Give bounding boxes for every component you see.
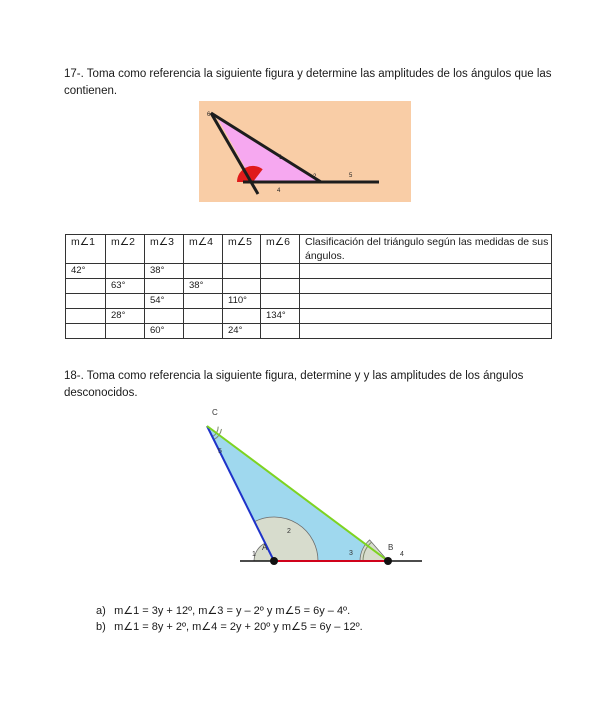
table-row <box>66 294 552 309</box>
figure-2-label-2: 2 <box>287 528 291 535</box>
table-cell <box>66 324 106 339</box>
figure-2-label-b: B <box>388 543 394 552</box>
question-18-text: 18-. Toma como referencia la siguiente figura, determine y y las amplitudes de los ángulos desconocidos. <box>64 370 524 399</box>
table-cell <box>223 279 261 294</box>
figure-1-background <box>199 101 411 202</box>
table-cell <box>184 264 223 279</box>
figure-2-label-c: C <box>212 408 218 417</box>
header-m3: m∠3 <box>145 235 184 264</box>
option-a-text: m∠1 = 3y + 12º, m∠3 = y – 2º y m∠5 = 6y – 4º. <box>114 605 351 617</box>
option-b <box>96 620 363 633</box>
table-cell <box>261 294 300 309</box>
triangle-figure-1 <box>199 101 411 202</box>
triangle-figure-2 <box>190 402 426 572</box>
header-m2: m∠2 <box>106 235 145 264</box>
table-cell: 134° <box>261 309 300 324</box>
option-a-letter: a) <box>96 605 106 617</box>
header-m6: m∠6 <box>261 235 300 264</box>
table-cell <box>184 294 223 309</box>
table-cell <box>300 264 552 279</box>
table-cell <box>66 294 106 309</box>
table-cell: 42° <box>66 264 106 279</box>
figure-2-label-a: A <box>262 543 268 552</box>
figure-1-label-1: 1 <box>279 155 283 161</box>
table-cell <box>300 324 552 339</box>
table-cell: 38° <box>184 279 223 294</box>
figure-2-label-1: 1 <box>252 551 256 558</box>
table-cell <box>106 264 145 279</box>
table-cell <box>223 264 261 279</box>
table-cell <box>106 324 145 339</box>
table-header-row <box>66 235 552 264</box>
table-row <box>66 324 552 339</box>
option-b-text: m∠1 = 8y + 2º, m∠4 = 2y + 20º y m∠5 = 6y – 12º. <box>114 621 363 633</box>
table-cell: 60° <box>145 324 184 339</box>
table-row <box>66 264 552 279</box>
table-row <box>66 309 552 324</box>
table-cell <box>145 279 184 294</box>
figure-2-vertex-a <box>270 557 278 565</box>
question-17-text: 17-. Toma como referencia la siguiente figura y determine las amplitudes de los ángulos que las contienen. <box>64 68 552 97</box>
option-a <box>96 604 350 617</box>
header-classification: Clasificación del triángulo según las medidas de sus ángulos. <box>300 235 552 264</box>
table-cell <box>300 309 552 324</box>
header-m5: m∠5 <box>223 235 261 264</box>
header-m1: m∠1 <box>66 235 106 264</box>
table-cell <box>261 279 300 294</box>
figure-2-label-5: 5 <box>218 448 222 455</box>
table-cell <box>66 279 106 294</box>
table-cell <box>300 279 552 294</box>
table-row <box>66 279 552 294</box>
figure-2-label-3: 3 <box>349 550 353 557</box>
figure-1-label-2: 2 <box>313 174 317 180</box>
table-cell: 28° <box>106 309 145 324</box>
table-cell <box>66 309 106 324</box>
option-b-letter: b) <box>96 621 106 633</box>
figure-2-vertex-b <box>384 557 392 565</box>
table-cell <box>145 309 184 324</box>
table-cell <box>300 294 552 309</box>
table-cell: 54° <box>145 294 184 309</box>
table-cell <box>261 324 300 339</box>
table-cell: 38° <box>145 264 184 279</box>
table-cell <box>184 309 223 324</box>
angles-table <box>65 234 552 339</box>
table-cell <box>184 324 223 339</box>
figure-1-label-5: 5 <box>349 173 353 179</box>
table-cell: 110° <box>223 294 261 309</box>
figure-1-label-4: 4 <box>277 188 281 194</box>
table-cell <box>261 264 300 279</box>
table-cell: 63° <box>106 279 145 294</box>
table-cell <box>106 294 145 309</box>
table-cell: 24° <box>223 324 261 339</box>
figure-1-label-6: 6 <box>207 112 211 118</box>
header-m4: m∠4 <box>184 235 223 264</box>
table-cell <box>223 309 261 324</box>
figure-2-label-4: 4 <box>400 551 404 558</box>
